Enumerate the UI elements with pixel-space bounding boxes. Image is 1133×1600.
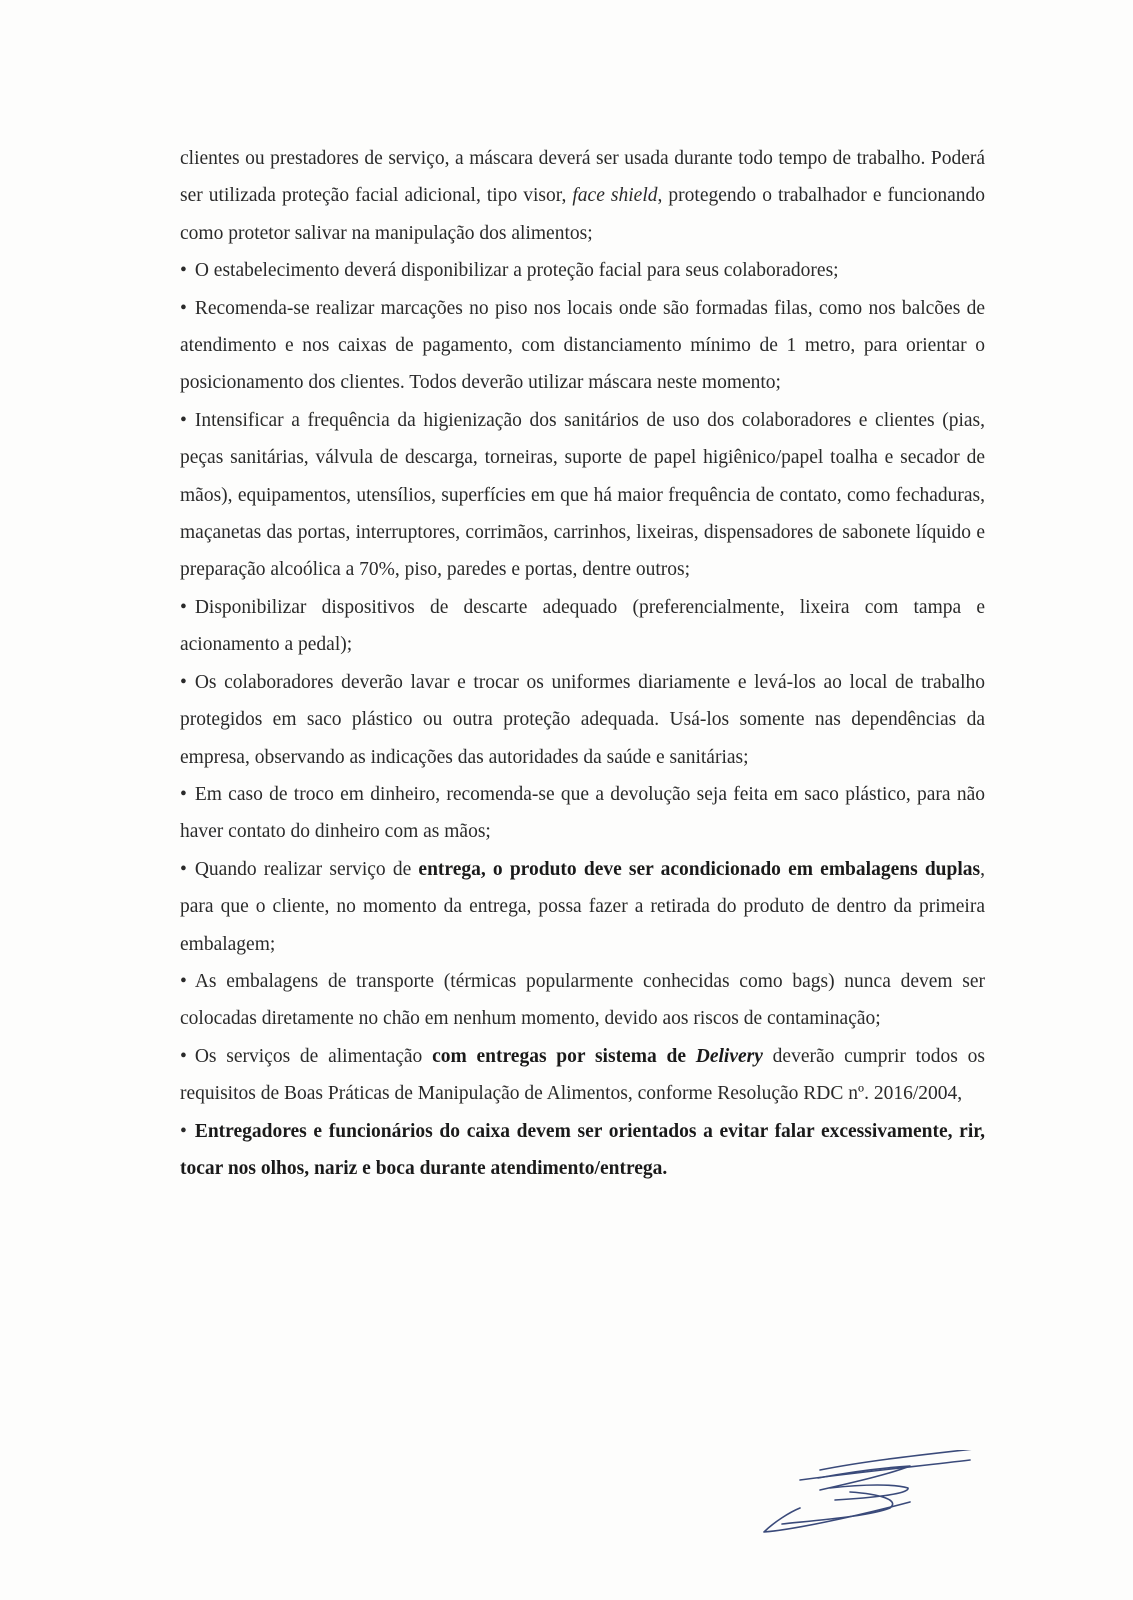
text-segment: , protegendo o trabalhador e funcionando como protetor salivar na manipulação dos alimentos; — [180, 185, 985, 244]
bullet-marker: • — [180, 783, 187, 805]
text-segment: Disponibilizar dispositivos de descarte adequado (preferencialmente, lixeira com tampa e acionamento a pedal); — [180, 596, 985, 656]
text-segment: Quando realizar serviço de — [194, 858, 419, 880]
bullet-marker: • — [180, 297, 187, 319]
bullet-paragraph — [180, 290, 985, 402]
bullet-paragraph — [180, 402, 985, 589]
bullet-paragraph — [180, 1038, 985, 1113]
bullet-marker: • — [180, 1045, 187, 1067]
text-segment: As embalagens de transporte (térmicas popularmente conhecidas como bags) nunca devem ser colocadas diretamente no chão em nenhum momento, devido aos riscos de contaminação; — [180, 970, 985, 1030]
text-segment: O estabelecimento deverá disponibilizar a proteção facial para seus colaboradores; — [194, 260, 839, 282]
text-segment: Delivery — [695, 1045, 763, 1067]
text-segment: Em caso de troco em dinheiro, recomenda-se que a devolução seja feita em saco plástico, para não haver contato do dinheiro com as mãos; — [180, 783, 985, 843]
text-segment: Os colaboradores deverão lavar e trocar os uniformes diariamente e levá-los ao local de trabalho protegidos em saco plástico ou outra proteção adequada. Usá-los somente nas dependências da empresa, observando as indicações das autoridades da saúde e sanitárias; — [180, 671, 985, 768]
text-segment: Entregadores e funcionários do caixa devem ser orientados a evitar falar excessivamente, rir, tocar nos olhos, nariz e boca durante atendimento/entrega. — [180, 1120, 985, 1179]
bullet-paragraph — [180, 664, 985, 776]
bullet-marker: • — [180, 970, 187, 992]
text-segment: Intensificar a frequência da higienização dos sanitários de uso dos colaboradores e clientes (pias, peças sanitárias, válvula de descarga, torneiras, suporte de papel higiênico/papel toalha e secador de mãos), equipamentos, utensílios, superfícies em que há maior frequência de contato, como fechaduras, maçanetas das portas, interruptores, corrimãos, carrinhos, lixeiras, dispensadores de sabonete líquido e preparação alcoólica a 70%, piso, paredes e portas, dentre outros; — [180, 409, 985, 581]
bullet-marker: • — [180, 1120, 187, 1142]
text-segment: Os serviços de alimentação — [194, 1045, 433, 1067]
document-body — [180, 140, 985, 1187]
continuation-paragraph — [180, 140, 985, 252]
bullet-paragraph — [180, 252, 985, 289]
text-segment: com entregas por sistema de — [432, 1045, 696, 1067]
bullet-paragraph — [180, 851, 985, 963]
bullet-paragraph — [180, 589, 985, 664]
text-segment: deverão cumprir todos os requisitos de Boas Práticas de Manipulação de Alimentos, conforme Resolução RDC nº. 2016/2004, — [180, 1045, 985, 1105]
text-segment: clientes ou prestadores de serviço, a máscara deverá ser usada durante todo tempo de trabalho. Poderá ser utilizada proteção facial adicional, tipo visor, — [180, 148, 985, 207]
bullet-paragraph — [180, 1113, 985, 1188]
bullet-marker: • — [180, 260, 187, 282]
text-segment: , para que o cliente, no momento da entrega, possa fazer a retirada do produto de dentro da primeira embalagem; — [180, 858, 985, 955]
text-segment: entrega, o produto deve ser acondicionado em embalagens duplas — [418, 858, 981, 880]
bullet-marker: • — [180, 858, 187, 880]
text-segment: Recomenda-se realizar marcações no piso nos locais onde são formadas filas, como nos balcões de atendimento e nos caixas de pagamento, com distanciamento mínimo de 1 metro, para orientar o posicionamento dos clientes. Todos deverão utilizar máscara neste momento; — [180, 297, 985, 394]
bullet-paragraph — [180, 963, 985, 1038]
bullet-marker: • — [180, 596, 187, 618]
bullet-marker: • — [180, 409, 187, 431]
text-segment: face shield — [572, 185, 658, 207]
handwritten-signature — [760, 1450, 990, 1540]
bullet-marker: • — [180, 671, 187, 693]
bullet-paragraph — [180, 776, 985, 851]
